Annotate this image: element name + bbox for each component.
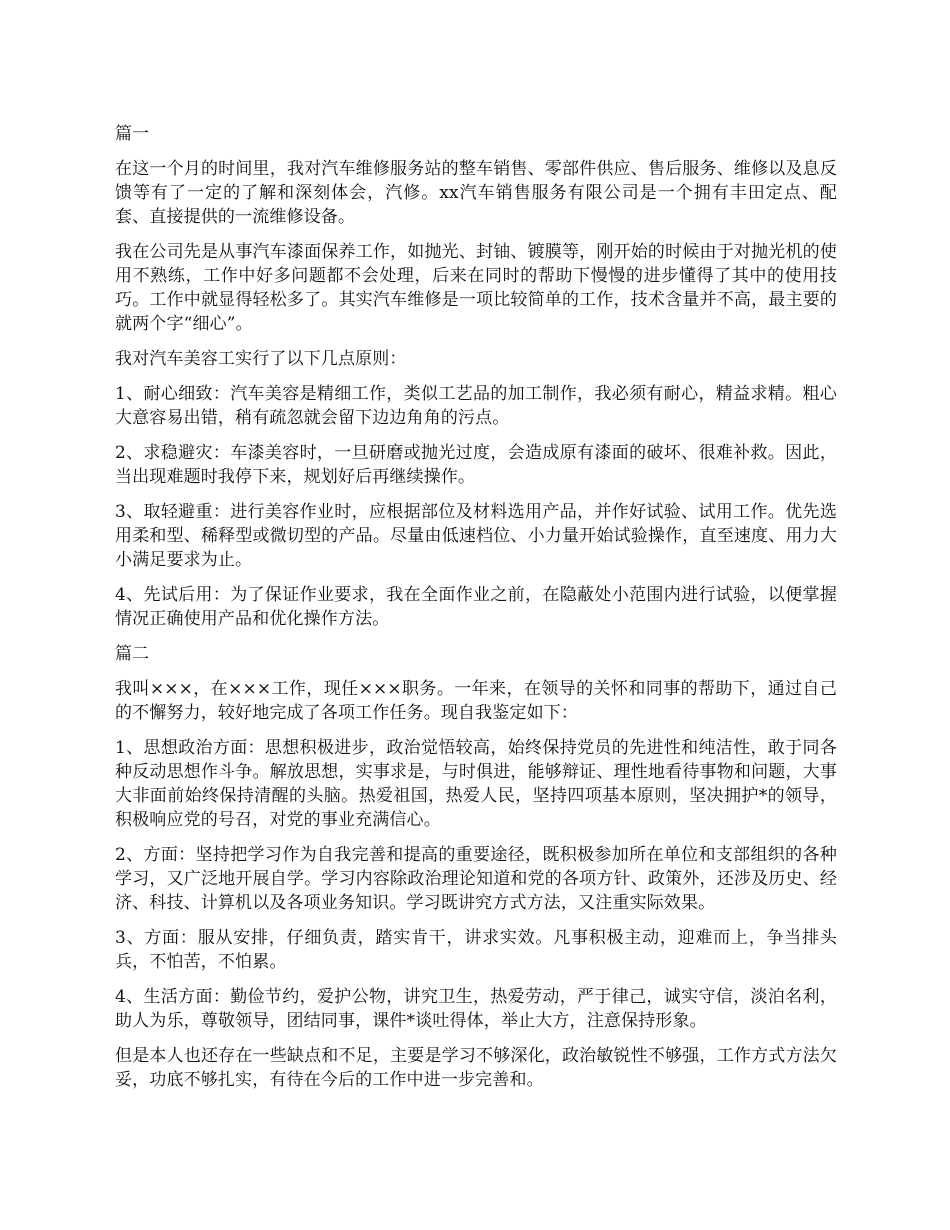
paragraph-principle-2: 2、求稳避灾：车漆美容时，一旦研磨或抛光过度，会造成原有漆面的破坏、很难补救。因此，当出现难题时我停下来，规划好后再继续操作。 [115, 443, 837, 487]
paragraph-study: 2、方面：坚持把学习作为自我完善和提高的重要途径，既积极参加所在单位和支部组织的各种学习，又广泛地开展自学。学习内容除政治理论知道和党的各项方针、政策外，还涉及历史、经济、科技、计算机以及各项业务知识。学习既讲究方式方法，又注重实际效果。 [115, 845, 837, 913]
paragraph-principle-1: 1、耐心细致：汽车美容是精细工作，类似工艺品的加工制作，我必须有耐心，精益求精。粗心大意容易出错，稍有疏忽就会留下边边角角的污点。 [115, 384, 837, 428]
paragraph-self-intro: 我叫×××，在×××工作，现任×××职务。一年来，在领导的关怀和同事的帮助下，通过自己的不懈努力，较好地完成了各项工作任务。现自我鉴定如下： [115, 679, 837, 723]
paragraph-politics: 1、思想政治方面：思想积极进步，政治觉悟较高，始终保持党员的先进性和纯洁性，敢于同各种反动思想作斗争。解放思想，实事求是，与时俱进，能够辩证、理性地看待事物和问题，大事大非面前始终保持清醒的头脑。热爱祖国，热爱人民，坚持四项基本原则，坚决拥护*的领导，积极响应党的号召，对党的事业充满信心。 [115, 738, 837, 830]
section-heading: 篇一 [115, 124, 149, 144]
paragraph-principle-4: 4、先试后用：为了保证作业要求，我在全面作业之前，在隐蔽处小范围内进行试验，以便掌握情况正确使用产品和优化操作方法。 [115, 585, 837, 629]
section-heading: 篇二 [115, 644, 149, 664]
section-2 [115, 642, 837, 1092]
paragraph-experience: 我在公司先是从事汽车漆面保养工作，如抛光、封铀、镀膜等，刚开始的时候由于对抛光机的使用不熟练，工作中好多问题都不会处理，后来在同时的帮助下慢慢的进步懂得了其中的使用技巧。工作中就显得轻松多了。其实汽车维修是一项比较简单的工作，技术含量并不高，最主要的就两个字“细心”。 [115, 242, 837, 334]
paragraph-principle-3: 3、取轻避重：进行美容作业时，应根据部位及材料选用产品，并作好试验、试用工作。优先选用柔和型、稀释型或微切型的产品。尽量由低速档位、小力量开始试验操作，直至速度、用力大小满足要求为止。 [115, 502, 837, 570]
document-page [115, 122, 837, 1103]
paragraph-intro: 在这一个月的时间里，我对汽车维修服务站的整车销售、零部件供应、售后服务、维修以及息反馈等有了一定的了解和深刻体会，汽修。xx汽车销售服务有限公司是一个拥有丰田定点、配套、直接提供的一流维修设备。 [115, 159, 837, 227]
paragraph-principles-intro: 我对汽车美容工实行了以下几点原则： [115, 349, 407, 369]
section-1 [115, 122, 837, 631]
paragraph-life: 4、生活方面：勤俭节约，爱护公物，讲究卫生，热爱劳动，严于律己，诚实守信，淡泊名利，助人为乐，尊敬领导，团结同事，课件*谈吐得体，举止大方，注意保持形象。 [115, 987, 837, 1031]
paragraph-shortcomings: 但是本人也还存在一些缺点和不足，主要是学习不够深化，政治敏锐性不够强，工作方式方法欠妥，功底不够扎实，有待在今后的工作中进一步完善和。 [115, 1046, 837, 1090]
paragraph-work: 3、方面：服从安排，仔细负责，踏实肯干，讲求实效。凡事积极主动，迎难而上，争当排头兵，不怕苦，不怕累。 [115, 928, 837, 972]
